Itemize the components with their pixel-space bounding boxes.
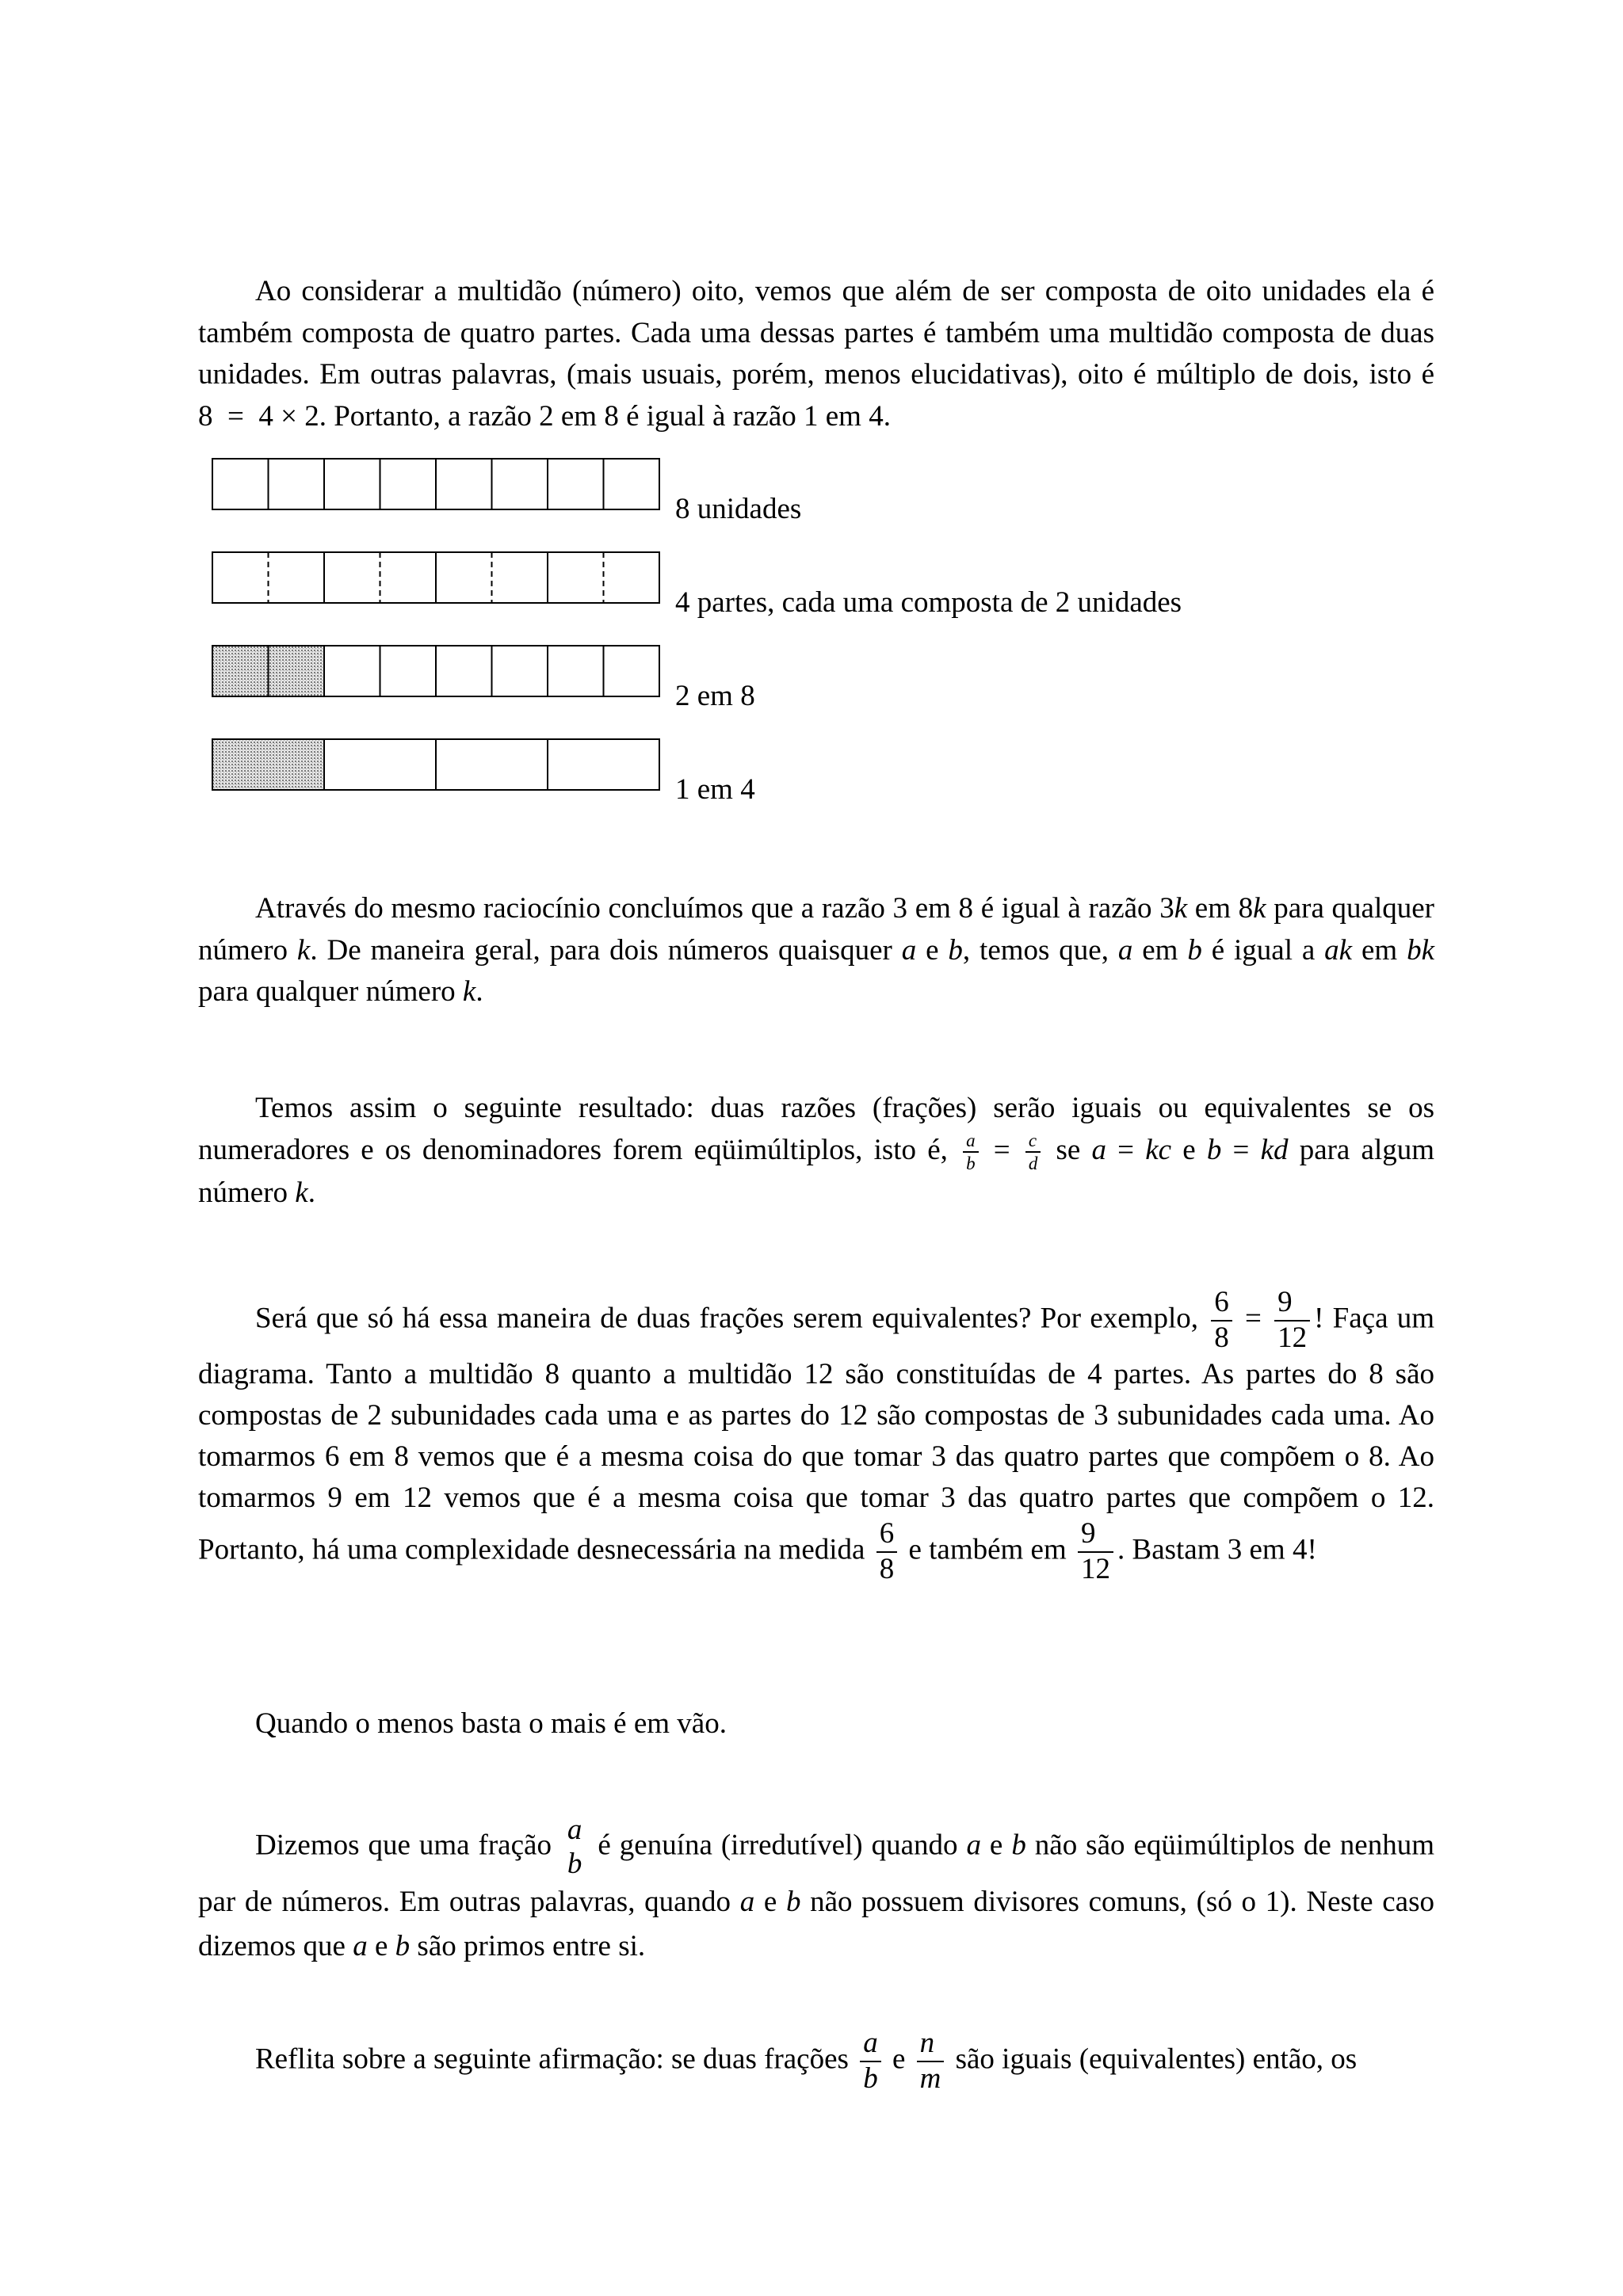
paragraph-reasoning: Através do mesmo raciocínio concluímos que a razão 3 em 8 é igual à razão 3k em 8k para qualquer número k. De maneira geral, para dois números quaisquer a e b, temos que, a em b é igual a ak em bk para qualquer número k. bbox=[198, 892, 1434, 1008]
fraction-n-over-m: $\frac{n}{m}$ bbox=[917, 2028, 945, 2095]
label-4-partes: 4 partes, cada uma composta de 2 unidades bbox=[675, 586, 1182, 619]
diagram-cell bbox=[492, 646, 548, 696]
diagram-cell bbox=[380, 459, 437, 509]
diagram-cell bbox=[436, 646, 492, 696]
diagram-cell bbox=[324, 459, 380, 509]
fraction-c-over-d: $\frac{c}{d}$ bbox=[1025, 1131, 1041, 1173]
intro-text-end: . Portanto, a razão 2 em 8 é igual à razão 1 em 4. bbox=[319, 399, 891, 433]
fraction-a-over-b: $\frac{a}{b}$ bbox=[963, 1131, 979, 1173]
paragraph-genuine-fraction: Dizemos que uma fração a b é genuína (irredutível) quando a e b não são eqüimúltiplos de nenhum par de números. Em outras palavras, quando a e b não possuem divisores comuns, (só o 1). Neste caso dizemos que a e b são primos entre si. bbox=[198, 1814, 1435, 1962]
equation-8-4x2: 8 = 4 × 2 bbox=[198, 399, 319, 433]
diagram-cell bbox=[269, 646, 325, 696]
diagram-cell bbox=[548, 646, 604, 696]
diagram-cell bbox=[380, 646, 437, 696]
label-2-em-8: 2 em 8 bbox=[675, 680, 755, 712]
diagram-cell bbox=[436, 459, 492, 509]
diagram-cell bbox=[269, 459, 325, 509]
diagram-cell bbox=[436, 739, 548, 790]
fraction-a-over-b-genuine: a b bbox=[567, 1814, 582, 1880]
diagram-cell bbox=[212, 459, 269, 509]
diagram-cell bbox=[324, 739, 436, 790]
diagram-cell bbox=[492, 459, 548, 509]
fraction-9-over-12-b: $\frac{9}{12}$ bbox=[1078, 1519, 1113, 1585]
paragraph-maxim: Quando o menos basta o mais é em vão. bbox=[255, 1707, 727, 1740]
fraction-9-over-12: $\frac{9}{12}$ bbox=[1274, 1287, 1310, 1354]
diagram-cell bbox=[212, 739, 324, 790]
fraction-a-over-b-reflect: $\frac{a}{b}$ bbox=[860, 2028, 881, 2095]
paragraph-result: Temos assim o seguinte resultado: duas razões (frações) serão iguais ou equivalentes se os numeradores e os denominadores forem eqüimúltiplos, isto é, $\frac{a}{b}$ = $\frac{c}{d}$ se a = kc e b = kd para algum número k. bbox=[198, 1092, 1435, 1210]
diagram-cell bbox=[548, 459, 604, 509]
fraction-6-over-8-b: $\frac{6}{8}$ bbox=[876, 1519, 898, 1585]
diagram-cell bbox=[548, 739, 659, 790]
fraction-6-over-8: $\frac{6}{8}$ bbox=[1211, 1287, 1232, 1354]
diagram-cell bbox=[324, 646, 380, 696]
label-8-unidades: 8 unidades bbox=[675, 493, 802, 525]
paragraph-reflect: Reflita sobre a seguinte afirmação: se duas frações $\frac{a}{b}$ e $\frac{n}{m}$ são iguais (equivalentes) então, os bbox=[255, 2027, 1358, 2095]
paragraph-example: Será que só há essa maneira de duas frações serem equivalentes? Por exemplo, $\frac{6}{8}$ = $\frac{9}{12}$ ! Faça um diagrama. Tanto a multidão 8 quanto a multidão 12 são constituídas de 4 partes. As partes do 8 são compostas de 2 subunidades cada uma e as partes do 12 são compostas de 3 subunidades cada uma. Ao tomarmos 6 em 8 vemos que é a mesma coisa do que tomar 3 das quatro partes que compõem o 8. Ao tomarmos 9 em 12 vemos que é a mesma coisa que tomar 3 das quatro partes que compõem o 12. Portanto, há uma complexidade desnecessária na medida $\frac{6}{8}$ e também em $\frac{9}{12}$ . Bastam 3 em 4! bbox=[198, 1286, 1435, 1585]
diagram-cell bbox=[604, 459, 660, 509]
diagram-cell bbox=[212, 646, 269, 696]
label-1-em-4: 1 em 4 bbox=[675, 773, 755, 806]
intro-text: Ao considerar a multidão (número) oito, vemos que além de ser composta de oito unidades ela é também composta de quatro partes. Cada uma dessas partes é também uma multidão composta de duas unidades. Em outras palavras, (mais usuais, porém, menos elucidativas), oito é múltiplo de dois, isto é bbox=[198, 275, 1434, 391]
diagram-cell bbox=[604, 646, 660, 696]
